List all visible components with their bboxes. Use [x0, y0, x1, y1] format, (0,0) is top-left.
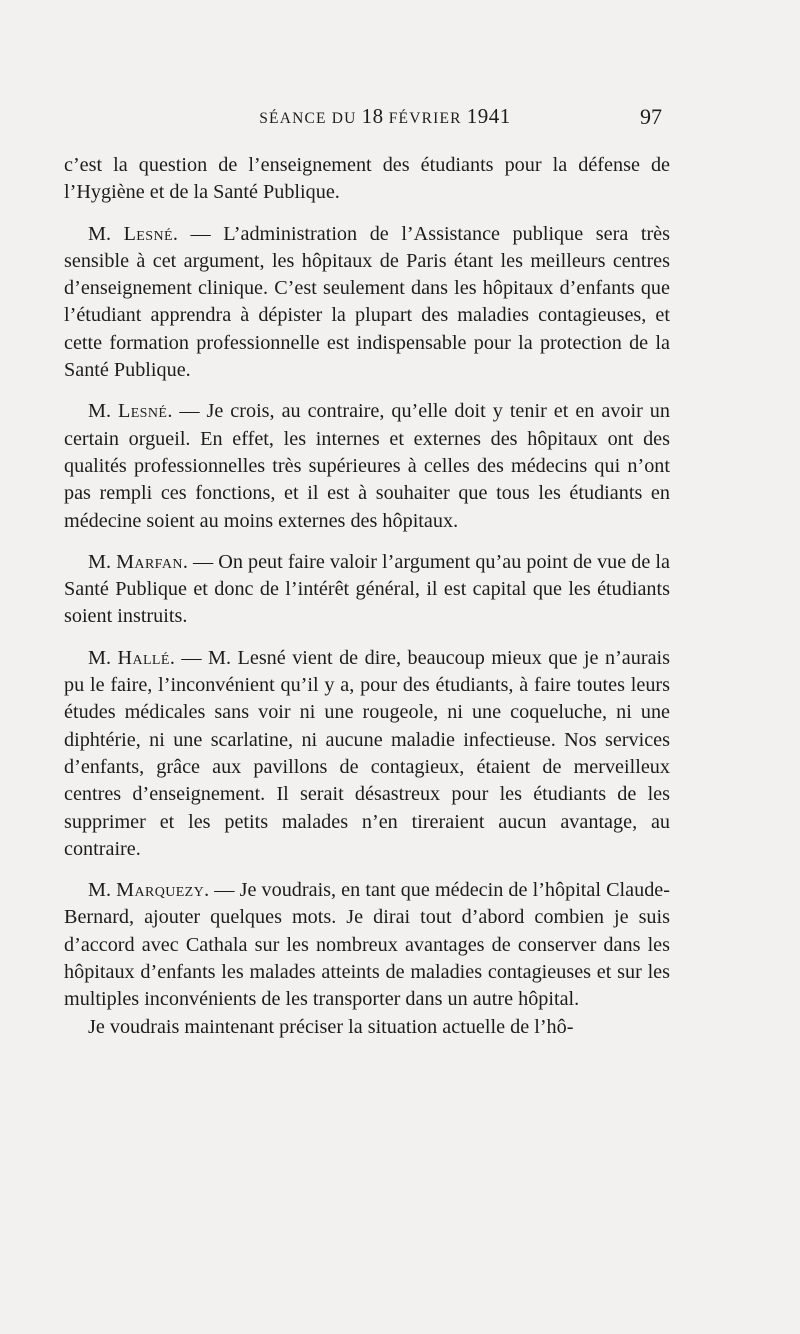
- paragraph-final: [64, 1014, 670, 1041]
- paragraph-text: . — Je crois, au contraire, qu’elle doit y tenir et en avoir un certain orgueil. En effet, les internes et externes des hôpitaux ont des qualités professionnelles très supérieures à celles des médecins qui n’ont pas rempli ces fonctions, et il est à souhaiter que tous les étudiants en médecine soient au moins externes des hôpitaux.: [64, 400, 670, 532]
- paragraph-text: Je voudrais maintenant préciser la situation actuelle de l’hô-: [88, 1015, 574, 1038]
- header-title-part2: FÉVRIER: [383, 110, 467, 127]
- header-title-part1: SÉANCE DU: [259, 110, 362, 127]
- body-text: [64, 152, 670, 1041]
- paragraph-halle: [64, 645, 670, 863]
- running-header: [0, 104, 800, 138]
- speaker-prefix: M.: [88, 550, 117, 573]
- page-number: 97: [640, 104, 662, 129]
- paragraph-lesne-1: [64, 221, 670, 385]
- paragraph-lesne-2: [64, 398, 670, 534]
- paragraph-text: c’est la question de l’enseignement des étudiants pour la défense de l’Hygiène et de la Santé Publique.: [64, 154, 670, 204]
- speaker-prefix: M.: [88, 879, 117, 902]
- speaker-prefix: M.: [88, 400, 118, 423]
- header-title-year: 1941: [466, 104, 511, 128]
- paragraph-text: . — M. Lesné vient de dire, beaucoup mieux que je n’aurais pu le faire, l’inconvénient qu’il y a, pour des étudiants, à faire toutes leurs études médicales sans voir ni une rougeole, ni une coqueluche, ni une diphtérie, ni une scarlatine, ni aucune maladie infectieuse. Nos services d’enfants, grâce aux pavillons de contagieux, étaient de merveilleux centres d’enseignement. Il serait désastreux pour les étudiants de les supprimer et les petits malades n’en tireraient aucun avantage, au contraire.: [64, 646, 670, 860]
- speaker-name: Marquezy: [116, 879, 205, 902]
- speaker-name: Lesné: [123, 222, 173, 245]
- speaker-prefix: M.: [88, 222, 124, 245]
- header-title-number: 18: [361, 104, 384, 128]
- paragraph-text: . — Je voudrais, en tant que médecin de l’hôpital Claude-Bernard, ajouter quelques mots. Je dirai tout d’abord combien je suis d’accord avec Cathala sur les nombreux avantages de conserver dans les hôpitaux d’enfants les malades atteints de maladies contagieuses et sur les multiples inconvénients de les transporter dans un autre hôpital.: [64, 879, 670, 1011]
- paragraph-continuation: [64, 152, 670, 207]
- paragraph-text: . — On peut faire valoir l’argument qu’au point de vue de la Santé Publique et donc de l’intérêt général, il est capital que les étudiants soient instruits.: [64, 550, 670, 628]
- paragraph-marquezy: [64, 877, 670, 1013]
- paragraph-text: . — L’administration de l’Assistance publique sera très sensible à cet argument, les hôpitaux de Paris étant les meilleurs centres d’enseignement clinique. C’est seulement dans les hôpitaux d’enfants que l’étudiant apprendra à dépister la plupart des maladies contagieuses, et cette formation professionnelle est indispensable pour la protection de la Santé Publique.: [64, 222, 670, 382]
- speaker-name: Marfan: [116, 550, 183, 573]
- speaker-name: Hallé: [117, 646, 170, 669]
- paragraph-marfan: [64, 549, 670, 631]
- speaker-name: Lesné: [117, 400, 168, 423]
- speaker-prefix: M.: [88, 646, 118, 669]
